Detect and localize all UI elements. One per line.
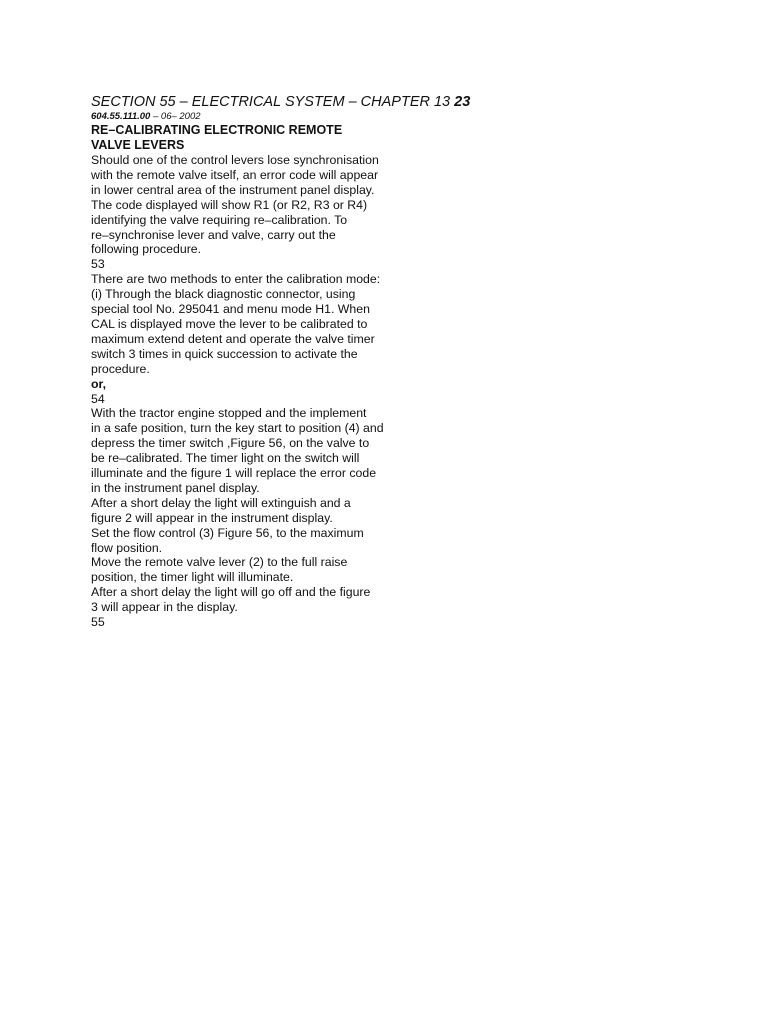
body-line: 3 will appear in the display. xyxy=(91,600,238,615)
body-line: re–synchronise lever and valve, carry out the xyxy=(91,227,336,242)
body-line: (i) Through the black diagnostic connector, using xyxy=(91,287,356,302)
body-line: procedure. xyxy=(91,361,150,376)
body-line: After a short delay the light will go off and the figure xyxy=(91,585,371,600)
procedure-title-line: RE–CALIBRATING ELECTRONIC REMOTE xyxy=(91,123,343,137)
body-line: CAL is displayed move the lever to be calibrated to xyxy=(91,316,368,331)
body-line: illuminate and the figure 1 will replace the error code xyxy=(91,466,377,481)
section-header xyxy=(91,93,471,111)
body-text xyxy=(91,153,411,630)
body-line: Set the flow control (3) Figure 56, to the maximum xyxy=(91,525,364,540)
document-reference xyxy=(91,111,411,122)
body-line: There are two methods to enter the calibration mode: xyxy=(91,272,381,287)
body-line: identifying the valve requiring re–calibration. To xyxy=(91,212,348,227)
procedure-title-line: VALVE LEVERS xyxy=(91,138,185,152)
procedure-title xyxy=(91,123,411,153)
body-line: After a short delay the light will extinguish and a xyxy=(91,495,351,510)
body-line: Should one of the control levers lose synchronisation xyxy=(91,153,379,167)
body-line: figure 2 will appear in the instrument display. xyxy=(91,510,333,525)
body-line: 54 xyxy=(91,391,105,406)
body-line: Move the remote valve lever (2) to the full raise xyxy=(91,555,348,570)
body-line: With the tractor engine stopped and the implement xyxy=(91,406,367,421)
section-title: SECTION 55 – ELECTRICAL SYSTEM – CHAPTER 13 xyxy=(91,94,451,110)
body-line: or, xyxy=(91,376,107,391)
document-code: 604.55.111.00 xyxy=(91,111,151,122)
body-line: following procedure. xyxy=(91,242,202,257)
body-line: depress the timer switch ,Figure 56, on the valve to xyxy=(91,436,370,451)
body-line: switch 3 times in quick succession to activate the xyxy=(91,346,358,361)
body-line: flow position. xyxy=(91,540,163,555)
body-line: 53 xyxy=(91,257,105,272)
document-page xyxy=(91,93,471,630)
body-line: position, the timer light will illuminate. xyxy=(91,570,294,585)
document-date: – 06– 2002 xyxy=(150,111,201,122)
body-line: with the remote valve itself, an error code will appear xyxy=(91,167,379,182)
page-number: 23 xyxy=(454,94,471,110)
body-line: 55 xyxy=(91,615,105,630)
body-line: be re–calibrated. The timer light on the switch will xyxy=(91,451,360,466)
body-line: in the instrument panel display. xyxy=(91,480,260,495)
body-line: maximum extend detent and operate the valve timer xyxy=(91,331,375,346)
body-line: The code displayed will show R1 (or R2, R3 or R4) xyxy=(91,197,368,212)
body-line: in a safe position, turn the key start to position (4) and xyxy=(91,421,384,436)
body-line: in lower central area of the instrument panel display. xyxy=(91,182,375,197)
body-line: special tool No. 295041 and menu mode H1. When xyxy=(91,302,370,317)
